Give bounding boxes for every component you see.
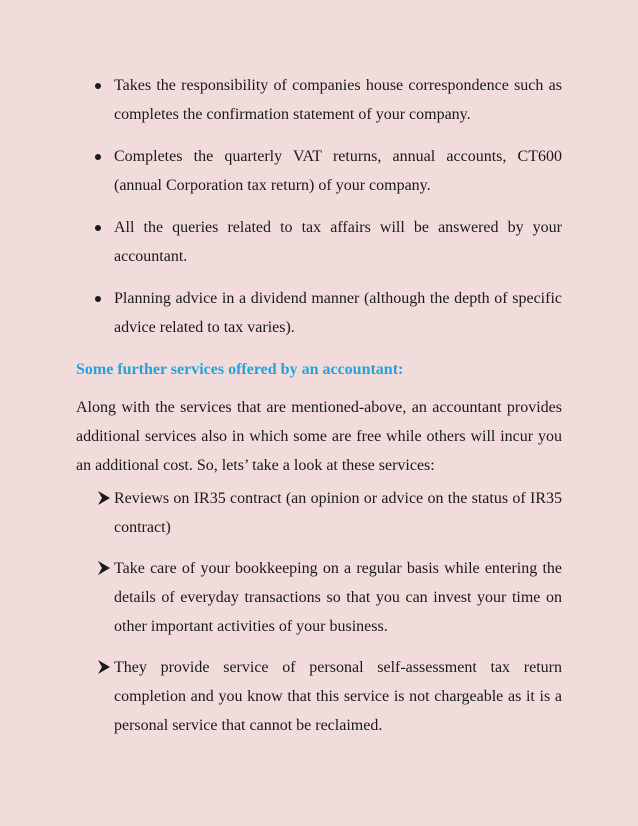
list-item <box>76 554 562 641</box>
list-item <box>76 653 562 740</box>
list-item <box>76 213 562 271</box>
bullet-dot-icon <box>95 154 101 160</box>
arrow-bullet-icon <box>97 488 111 508</box>
list-item-text: Reviews on IR35 contract (an opinion or advice on the status of IR35 contract) <box>114 490 562 536</box>
list-item <box>76 484 562 542</box>
bullet-dot-icon <box>95 83 101 89</box>
bullet-dot-icon <box>95 225 101 231</box>
list-item-text: All the queries related to tax affairs will be answered by your accountant. <box>114 219 562 265</box>
list-item <box>76 71 562 129</box>
list-item <box>76 142 562 200</box>
list-item <box>76 284 562 342</box>
list-item-text: Takes the responsibility of companies house correspondence such as completes the confirmation statement of your company. <box>114 77 562 123</box>
responsibilities-list <box>76 71 562 342</box>
intro-paragraph: Along with the services that are mentioned-above, an accountant provides additional services also in which some are free while others will incur you an additional cost. So, lets’ take a look at these services: <box>76 399 562 474</box>
section-heading: Some further services offered by an accountant: <box>76 361 404 378</box>
list-item-text: Planning advice in a dividend manner (although the depth of specific advice related to tax varies). <box>114 290 562 336</box>
arrow-bullet-icon <box>97 657 111 677</box>
bullet-dot-icon <box>95 296 101 302</box>
list-item-text: Take care of your bookkeeping on a regular basis while entering the details of everyday transactions so that you can invest your time on other important activities of your business. <box>114 560 562 635</box>
list-item-text: Completes the quarterly VAT returns, annual accounts, CT600 (annual Corporation tax return) of your company. <box>114 148 562 194</box>
list-item-text: They provide service of personal self-assessment tax return completion and you know that this service is not chargeable as it is a personal service that cannot be reclaimed. <box>114 659 562 734</box>
services-list <box>76 484 562 740</box>
arrow-bullet-icon <box>97 558 111 578</box>
